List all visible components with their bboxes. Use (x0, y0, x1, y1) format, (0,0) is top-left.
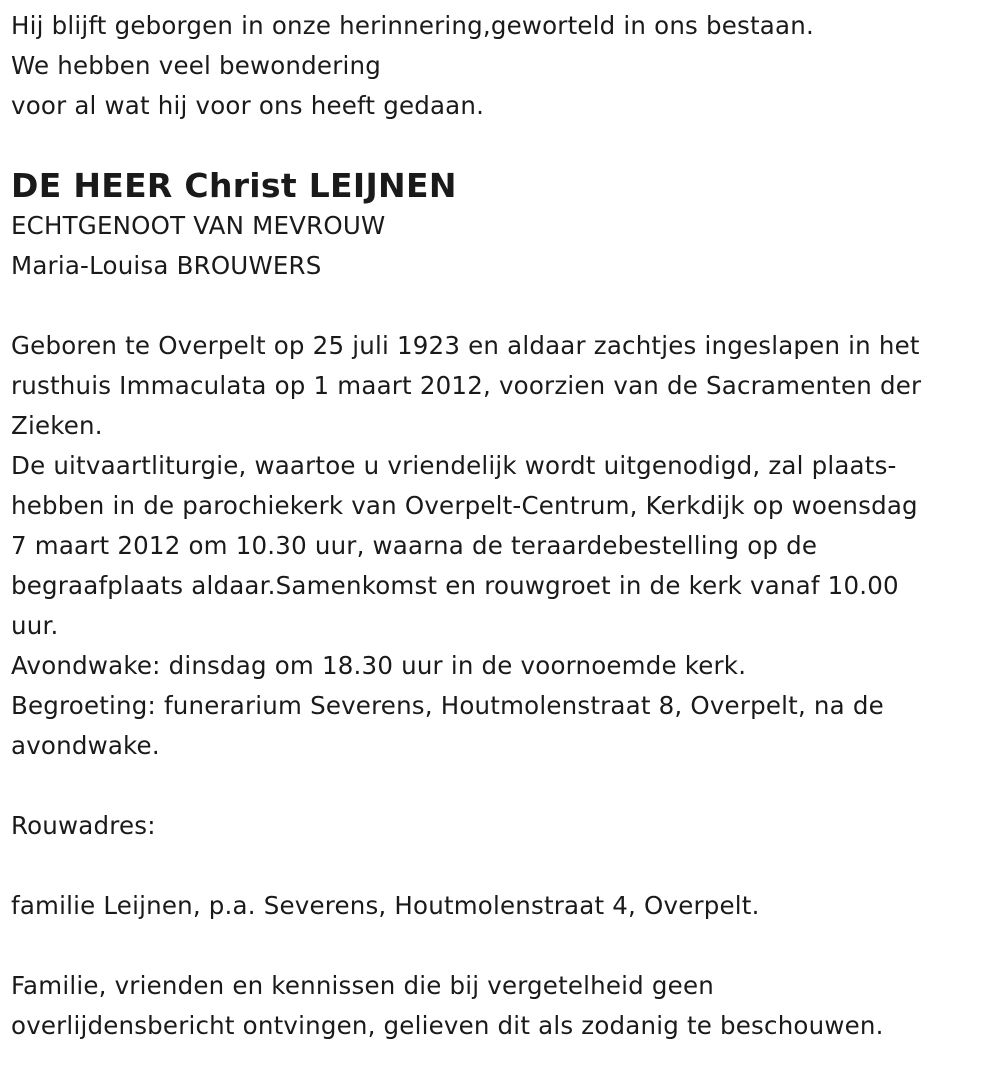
spacer (11, 126, 986, 166)
body-line: 7 maart 2012 om 10.30 uur, waarna de teraardebestelling op de (11, 531, 818, 560)
obituary-notice (11, 6, 986, 1046)
body-line: avondwake. (11, 731, 160, 760)
body-line: hebben in de parochiekerk van Overpelt-Centrum, Kerkdijk op woensdag (11, 491, 918, 520)
verse (11, 6, 986, 126)
spacer (11, 766, 986, 806)
relation-text: ECHTGENOOT VAN MEVROUW (11, 211, 386, 240)
body-line: Geboren te Overpelt op 25 juli 1923 en aldaar zachtjes ingeslapen in het (11, 331, 920, 360)
closing-line: overlijdensbericht ontvingen, gelieven dit als zodanig te beschouwen. (11, 1011, 884, 1040)
spacer (11, 926, 986, 966)
body-line: begraafplaats aldaar.Samenkomst en rouwgroet in de kerk vanaf 10.00 (11, 571, 899, 600)
body-line: Avondwake: dinsdag om 18.30 uur in de voornoemde kerk. (11, 651, 747, 680)
closing-line: Familie, vrienden en kennissen die bij vergetelheid geen (11, 971, 714, 1000)
body-line: rusthuis Immaculata op 1 maart 2012, voorzien van de Sacramenten der (11, 371, 922, 400)
spouse-name: Maria-Louisa BROUWERS (11, 251, 322, 280)
body-text (11, 326, 986, 766)
verse-line: Hij blijft geborgen in onze herinnering,geworteld in ons bestaan. (11, 11, 814, 40)
address-line: familie Leijnen, p.a. Severens, Houtmolenstraat 4, Overpelt. (11, 891, 760, 920)
deceased-name: DE HEER Christ LEIJNEN (11, 166, 457, 205)
address-label: Rouwadres: (11, 811, 156, 840)
body-line: uur. (11, 611, 59, 640)
body-line: De uitvaartliturgie, waartoe u vriendelijk wordt uitgenodigd, zal plaats- (11, 451, 897, 480)
spacer (11, 846, 986, 886)
closing-text (11, 966, 986, 1046)
verse-line: voor al wat hij voor ons heeft gedaan. (11, 91, 485, 120)
address-block (11, 806, 986, 926)
deceased-block (11, 166, 986, 286)
verse-line: We hebben veel bewondering (11, 51, 381, 80)
body-line: Begroeting: funerarium Severens, Houtmolenstraat 8, Overpelt, na de (11, 691, 884, 720)
spacer (11, 286, 986, 326)
body-line: Zieken. (11, 411, 103, 440)
